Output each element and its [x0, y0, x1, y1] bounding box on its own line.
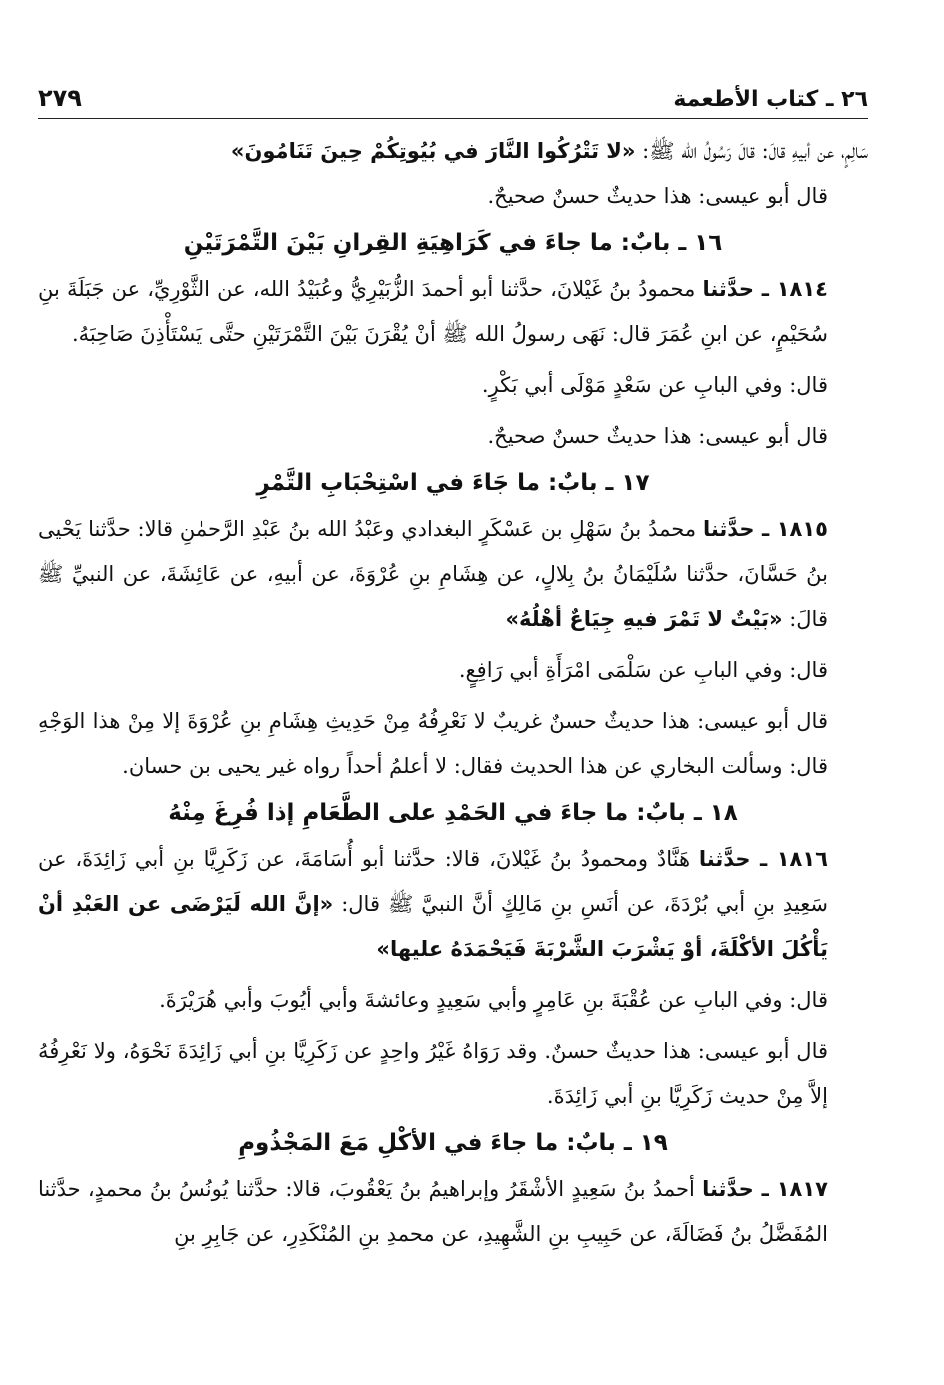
- chapter-title: ٢٦ ـ كتاب الأطعمة: [673, 87, 868, 112]
- hadith-paragraph: ١٨١٦ ـ حدَّثنا هَنَّادٌ ومحمودُ بنُ غَيْلانَ، قالا: حدَّثنا أبو أُسَامَةَ، عن زَكَرِيَّا بنِ أبي زَائِدَةَ، عن سَعِيدِ بنِ أبي بُرْدَةَ، عن أنَسِ بنِ مَالِكٍ أنَّ النبيَّ ﷺ قال: «إنَّ الله لَيَرْضَى عن العَبْدِ أنْ يَأْكُلَ الأكْلَةَ، أوْ يَشْرَبَ الشَّرْبَةَ فَيَحْمَدَهُ عليها»: [38, 847, 828, 961]
- chapter-heading: ١٩ ـ بابٌ: ما جاءَ في الأكْلِ مَعَ المَجْذُومِ: [238, 1130, 668, 1156]
- hadith-number: ١٨١٥ ـ حدَّثنا: [702, 517, 828, 541]
- hadith-number: ١٨١٤ ـ حدَّثنا: [702, 277, 828, 301]
- page-number: ٢٧٩: [38, 84, 82, 112]
- hadith-quote: «إنَّ الله لَيَرْضَى عن العَبْدِ أنْ يَأْكُلَ الأكْلَةَ، أوْ يَشْرَبَ الشَّرْبَةَ فَيَحْمَدَهُ عليها»: [38, 892, 828, 961]
- hadith-paragraph: ١٨١٤ ـ حدَّثنا محمودُ بنُ غَيْلانَ، حدَّثنا أبو أحمدَ الزُّبَيْرِيُّ وعُبَيْدُ الله، عن الثَّوْرِيِّ، عن جَبَلَةَ بنِ سُحَيْمٍ، عن ابنِ عُمَرَ قال: نَهَى رسولُ الله ﷺ أنْ يُقْرَنَ بَيْنَ التَّمْرَتَيْنِ حتَّى يَسْتَأْذِنَ صَاحِبَهُ.: [38, 277, 828, 346]
- narrator-note: قال: وفي البابِ عن سَعْدٍ مَوْلَى أبي بَكْرٍ.: [481, 373, 828, 397]
- hadith-quote: «لا تَتْرُكُوا النَّارَ في بُيُوتِكُمْ حِينَ تَنَامُونَ»: [230, 139, 636, 163]
- chapter-heading: ١٦ ـ بابٌ: ما جاءَ في كَرَاهِيَةِ القِرانِ بَيْنَ التَّمْرَتَيْنِ: [183, 230, 723, 256]
- page-body: [38, 129, 868, 1257]
- narrator-note: قال: وفي البابِ عن سَلْمَى امْرَأَةِ أبي رَافِعٍ.: [458, 658, 828, 682]
- narrator-note: قال أبو عيسى: هذا حديثٌ حسنٌ. وقد رَوَاهُ غَيْرُ واحِدٍ عن زَكَرِيَّا بنِ أبي زَائِدَةَ نَحْوَهُ، ولا نَعْرِفُهُ إلاَّ مِنْ حديث زَكَرِيَّا بنِ أبي زَائِدَةَ.: [38, 1039, 828, 1108]
- hadith-quote: «بَيْتٌ لا تَمْرَ فيهِ جِيَاعٌ أهْلُهُ»: [505, 607, 783, 631]
- running-header: [38, 78, 868, 119]
- hadith-paragraph: ١٨١٥ ـ حدَّثنا محمدُ بنُ سَهْلِ بن عَسْكَرٍ البغدادي وعَبْدُ الله بنُ عَبْدِ الرَّحمٰنِ قالا: حدَّثنا يَحْيى بنُ حَسَّانَ، حدَّثنا سُلَيْمَانُ بنُ بِلالٍ، عن هِشَامِ بنِ عُرْوَةَ، عن أبيهِ، عن عَائِشَةَ، عن النبيِّ ﷺ قالَ: «بَيْتٌ لا تَمْرَ فيهِ جِيَاعٌ أهْلُهُ»: [38, 517, 828, 631]
- hadith-paragraph: ١٨١٧ ـ حدَّثنا أحمدُ بنُ سَعِيدٍ الأشْقَرُ وإبراهيمُ بنُ يَعْقُوبَ، قالا: حدَّثنا يُونُسُ بنُ محمدٍ، حدَّثنا المُفَضَّلُ بنُ فَضَالَةَ، عن حَبِيبِ بنِ الشَّهِيدِ، عن محمدِ بنِ المُنْكَدِرِ، عن جَابِرِ بنِ: [38, 1177, 828, 1246]
- book-page: [38, 78, 868, 1257]
- chapter-heading: ١٨ ـ بابٌ: ما جاءَ في الحَمْدِ على الطَّعَامِ إذا فُرِغَ مِنْهُ: [168, 800, 738, 826]
- narrator-note: قال أبو عيسى: هذا حديثٌ حسنٌ صحيحٌ.: [487, 184, 828, 208]
- paragraph: سَالِمٍ، عن أبيهِ قالَ: قالَ رَسُولُ الله ﷺ: «لا تَتْرُكُوا النَّارَ في بُيُوتِكُمْ حِينَ تَنَامُونَ»: [230, 139, 868, 163]
- chapter-heading: ١٧ ـ بابٌ: ما جَاءَ في اسْتِحْبَابِ التَّمْرِ: [256, 470, 650, 496]
- narrator-note: قال أبو عيسى: هذا حديثٌ حسنٌ صحيحٌ.: [487, 424, 828, 448]
- hadith-number: ١٨١٦ ـ حدَّثنا: [698, 847, 828, 871]
- hadith-number: ١٨١٧ ـ حدَّثنا: [702, 1177, 828, 1201]
- narrator-note: قال أبو عيسى: هذا حديثٌ حسنٌ غريبٌ لا نَعْرِفُهُ مِنْ حَدِيثِ هِشَامِ بنِ عُرْوَةَ إلا مِنْ هذا الوَجْهِ قال: وسألت البخاري عن هذا الحديث فقال: لا أعلمُ أحداً رواه غير يحيى بن حسان.: [38, 709, 828, 778]
- narrator-note: قال: وفي البابِ عن عُقْبَةَ بنِ عَامِرٍ وأبي سَعِيدٍ وعائشةَ وأبي أيُوبَ وأبي هُرَيْرَةَ.: [159, 988, 828, 1012]
